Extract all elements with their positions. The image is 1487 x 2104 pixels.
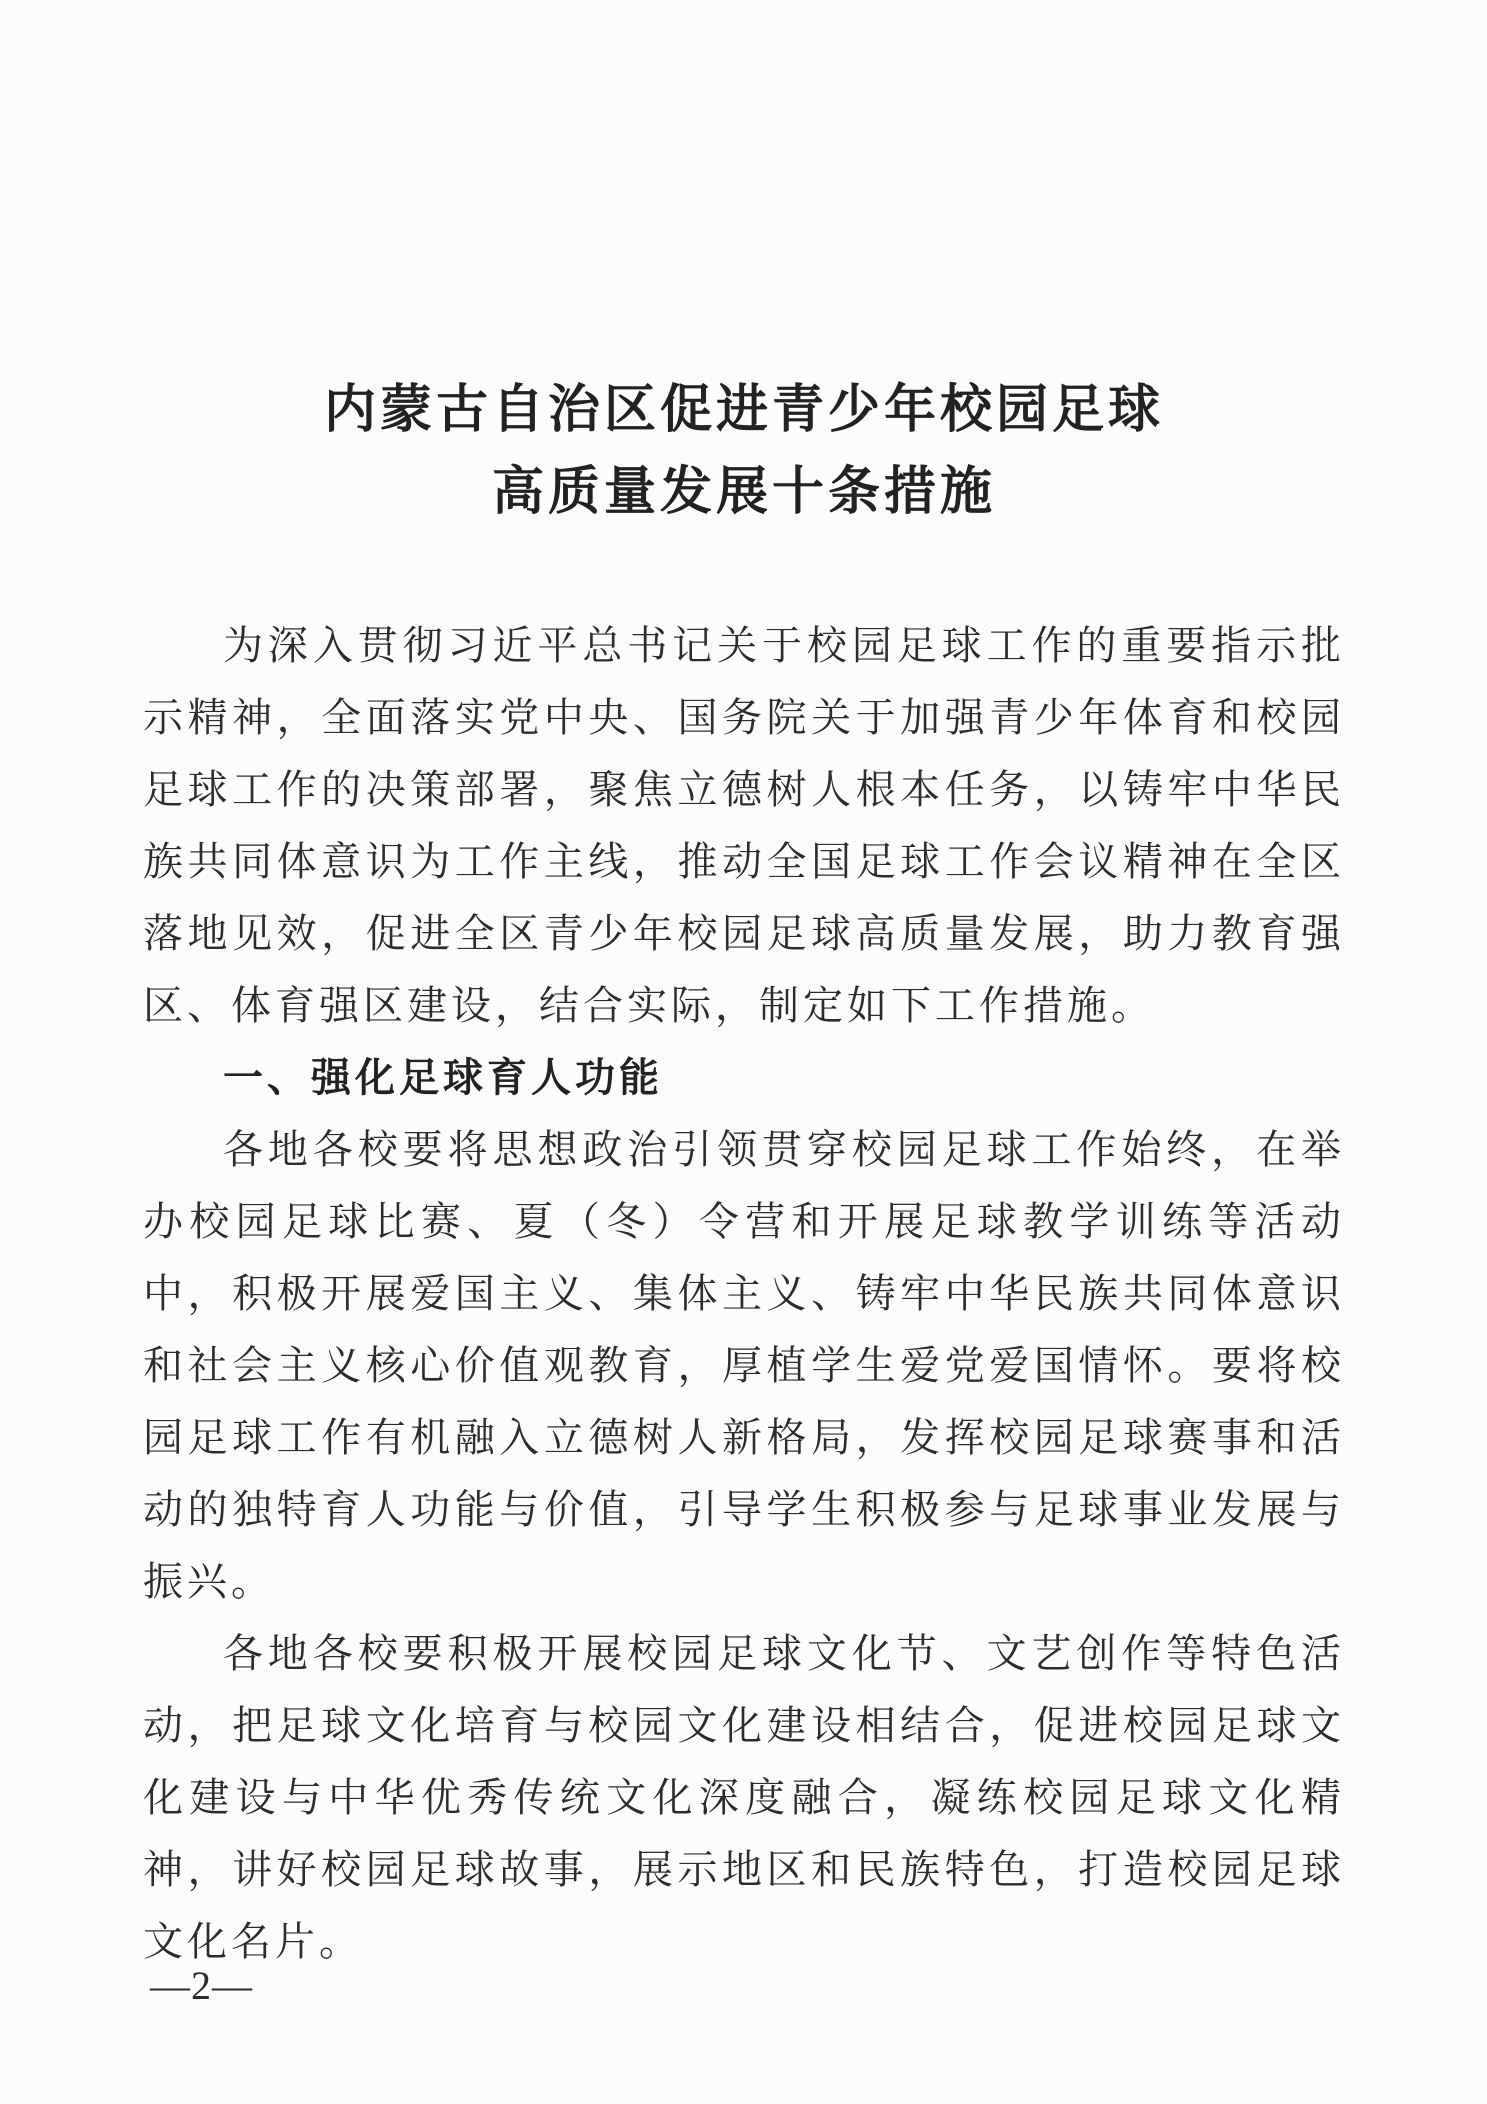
document-title-line-2: 高质量发展十条措施 bbox=[491, 464, 996, 521]
document-content bbox=[143, 0, 1345, 1978]
page-number: —2— bbox=[150, 1963, 253, 2008]
document-title-line-1: 内蒙古自治区促进青少年校园足球 bbox=[323, 382, 1164, 439]
paragraph-section1-a: 各地各校要将思想政治引领贯穿校园足球工作始终，在举办校园足球比赛、夏（冬）令营和开展足球教学训练等活动中，积极开展爱国主义、集体主义、铸牢中华民族共同体意识和社会主义核心价值观教育，厚植学生爱党爱国情怀。要将校园足球工作有机融入立德树人新格局，发挥校园足球赛事和活动的独特育人功能与价值，引导学生积极参与足球事业发展与振兴。 bbox=[143, 1127, 1345, 1604]
document-body bbox=[143, 610, 1345, 1978]
document-title bbox=[143, 370, 1345, 534]
paragraph-intro: 为深入贯彻习近平总书记关于校园足球工作的重要指示批示精神，全面落实党中央、国务院关于加强青少年体育和校园足球工作的决策部署，聚焦立德树人根本任务，以铸牢中华民族共同体意识为工作主线，推动全国足球工作会议精神在全区落地见效，促进全区青少年校园足球高质量发展，助力教育强区、体育强区建设，结合实际，制定如下工作措施。 bbox=[143, 623, 1345, 1028]
section-heading-1: 一、强化足球育人功能 bbox=[223, 1056, 663, 1100]
paragraph-section1-b: 各地各校要积极开展校园足球文化节、文艺创作等特色活动，把足球文化培育与校园文化建设相结合，促进校园足球文化建设与中华优秀传统文化深度融合，凝练校园足球文化精神，讲好校园足球故事，展示地区和民族特色，打造校园足球文化名片。 bbox=[143, 1631, 1345, 1964]
